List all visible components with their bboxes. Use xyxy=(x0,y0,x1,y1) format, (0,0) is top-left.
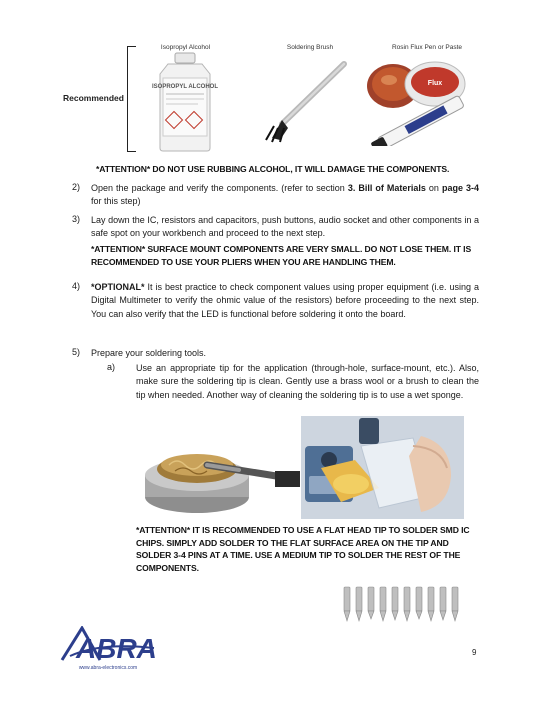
step-5a-label: a) xyxy=(107,362,116,372)
soldering-tips-image xyxy=(340,583,470,623)
recommended-bracket xyxy=(127,46,136,152)
step-4-number: 4) xyxy=(72,281,81,291)
step-5-text: Prepare your soldering tools. xyxy=(91,348,207,358)
step-4-text: *OPTIONAL* It is best practice to check component values using proper equipment (i.e. using a Digital Multimeter to verify the ohmic value of the resistors) before proceeding to the next step. You can also verify that the LED is functional before soldering it onto the board. xyxy=(91,282,479,319)
soldering-brush-image xyxy=(260,58,350,143)
bottle-label-text: ISOPROPYL ALCOHOL xyxy=(151,84,219,90)
page-number: 9 xyxy=(472,648,477,657)
abra-logo xyxy=(60,626,156,670)
attention-tip-warning: *ATTENTION* IT IS RECOMMENDED TO USE A FLAT HEAD TIP TO SOLDER SMD IC CHIPS. SIMPLY ADD SOLDER TO THE FLAT SURFACE AREA ON THE TIP AND SOLDER 3-4 PINS AT A TIME. USE A MEDIUM TIP TO SOLDER THE REST OF THE COMPONENTS. xyxy=(136,525,470,573)
product-label-alcohol: Isopropyl Alcohol xyxy=(160,44,211,51)
step-5a-text: Use an appropriate tip for the application (through-hole, surface-mount, etc.). Also, make sure the soldering tip is clean. Gently use a brass wool or a brush to clean the tip when needed. Another way of cleaning the soldering tip is to use a wet sponge. xyxy=(136,363,479,400)
step-5-number: 5) xyxy=(72,347,81,357)
step-2-text: Open the package and verify the components. (refer to section 3. Bill of Materials on page 3-4 for this step) xyxy=(91,183,479,207)
isopropyl-bottle-image xyxy=(150,52,220,152)
step-2-number: 2) xyxy=(72,182,81,192)
step-3-warning: *ATTENTION* SURFACE MOUNT COMPONENTS ARE VERY SMALL. DO NOT LOSE THEM. IT IS RECOMMENDED TO USE YOUR PLIERS WHEN YOU ARE HANDLING THEM. xyxy=(91,244,472,267)
soldering-station-photo xyxy=(301,416,464,519)
product-label-brush: Soldering Brush xyxy=(286,44,334,51)
flux-paste-pen-image xyxy=(365,54,483,146)
abra-url: www.abra-electronics.com xyxy=(78,665,138,671)
recommended-label: Recommended xyxy=(63,93,124,103)
step-3-text: Lay down the IC, resistors and capacitors, push buttons, audio socket and other components in a safe spot on your workbench and proceed to the next step. xyxy=(91,215,479,239)
product-label-flux: Rosin Flux Pen or Paste xyxy=(391,44,463,51)
abra-logo-text: ABRA xyxy=(76,633,156,662)
step-3-number: 3) xyxy=(72,214,81,224)
brass-wool-photo xyxy=(135,419,300,519)
flux-pen-text: Flux xyxy=(427,80,443,87)
attention-alcohol-warning: *ATTENTION* DO NOT USE RUBBING ALCOHOL, IT WILL DAMAGE THE COMPONENTS. xyxy=(96,164,450,174)
